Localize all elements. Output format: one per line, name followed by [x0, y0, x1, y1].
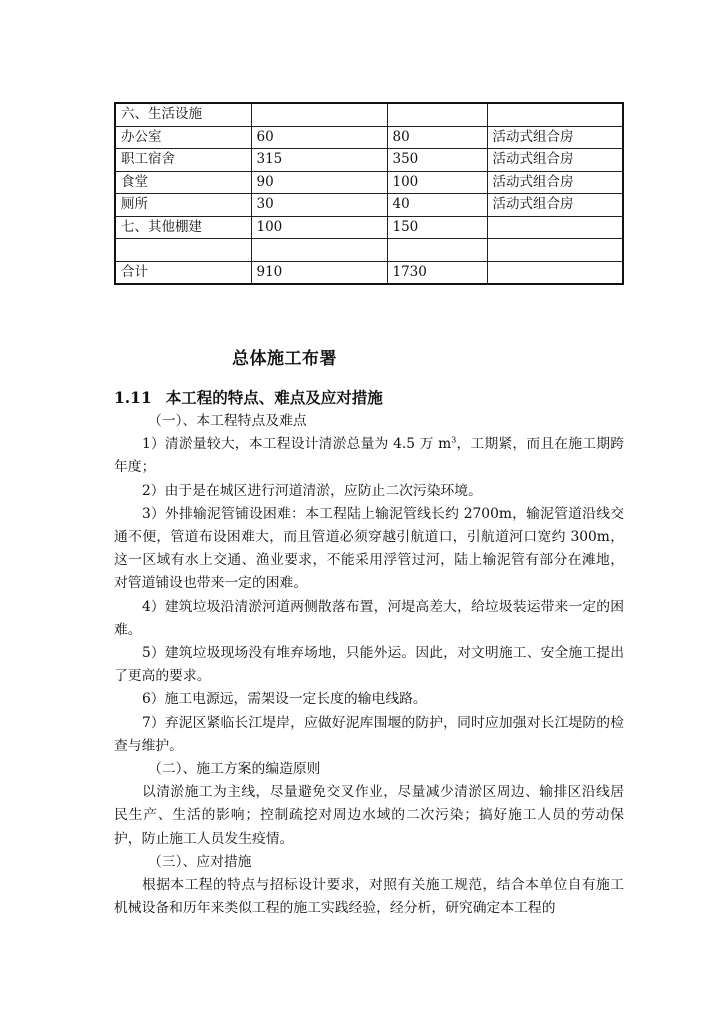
table-cell: 食堂 [115, 171, 251, 194]
body-text [114, 410, 624, 920]
table-cell [115, 239, 251, 262]
table-cell: 100 [251, 216, 387, 239]
section-number: 1.11 [114, 388, 152, 407]
table-cell [487, 216, 623, 239]
table-row [115, 171, 623, 194]
table-cell: 活动式组合房 [487, 149, 623, 172]
paragraph: 2）由于是在城区进行河道清淤，应防止二次污染环境。 [142, 482, 482, 499]
paragraph: 4）建筑垃圾沿清淤河道两侧散落布置，河堤高差大，给垃圾装运带来一定的困难。 [114, 598, 624, 638]
facilities-table [114, 102, 624, 285]
table-cell: 150 [387, 216, 487, 239]
table-cell [251, 239, 387, 262]
paragraph [114, 433, 624, 479]
table-cell: 六、生活设施 [115, 103, 251, 126]
table-cell: 30 [251, 194, 387, 217]
subheading: （三）、应对措施 [148, 853, 252, 870]
table-cell: 100 [387, 171, 487, 194]
paragraph: 5）建筑垃圾现场没有堆弃场地，只能外运。因此，对文明施工、安全施工提出了更高的要求。 [114, 645, 624, 685]
table-cell [487, 239, 623, 262]
paragraph: 以清淤施工为主线，尽量避免交叉作业，尽量减少清淤区周边、输排区沿线居民生产、生活的影响；控制疏挖对周边水域的二次污染；搞好施工人员的劳动保护，防止施工人员发生疫情。 [114, 784, 624, 847]
table-cell: 办公室 [115, 126, 251, 149]
paragraph: 6）施工电源远，需架设一定长度的输电线路。 [142, 691, 427, 708]
table-cell: 活动式组合房 [487, 126, 623, 149]
table-row [115, 261, 623, 284]
paragraph: 3）外排输泥管铺设困难：本工程陆上输泥管线长约 2700m，输泥管道沿线交通不便，管道布设困难大，而且管道必须穿越引航道口，引航道河口宽约 300m，这一区域有水上交通、渔业要求，不能采用浮管过河，陆上输泥管有部分在滩地，对管道铺设也带来一定的困难。 [114, 505, 624, 592]
table-row [115, 194, 623, 217]
table-cell: 60 [251, 126, 387, 149]
table-cell: 80 [387, 126, 487, 149]
paragraph: 根据本工程的特点与招标设计要求，对照有关施工规范，结合本单位自有施工机械设备和历年来类似工程的施工实践经验，经分析，研究确定本工程的 [114, 877, 624, 917]
table-row [115, 126, 623, 149]
table-cell: 40 [387, 194, 487, 217]
subheading: （一）、本工程特点及难点 [148, 413, 307, 429]
table-row [115, 149, 623, 172]
section-title: 本工程的特点、难点及应对措施 [165, 388, 383, 407]
table-cell: 活动式组合房 [487, 171, 623, 194]
subheading: （二）、施工方案的编造原则 [148, 761, 321, 778]
paragraph-text: ，工期紧，而且在施工期跨年度； [114, 436, 625, 476]
table-cell: 315 [251, 149, 387, 172]
table-row [115, 239, 623, 262]
table-cell [387, 239, 487, 262]
table-cell [487, 103, 623, 126]
table-cell [487, 261, 623, 284]
table-cell: 90 [251, 171, 387, 194]
table-cell: 1730 [387, 261, 487, 284]
table-cell: 350 [387, 149, 487, 172]
page-heading: 总体施工布署 [232, 349, 337, 369]
paragraph-text: 1）清淤量较大，本工程设计清淤总量为 4.5 万 m [142, 436, 452, 453]
table-cell: 活动式组合房 [487, 194, 623, 217]
table-cell [251, 103, 387, 126]
table-cell: 合计 [115, 261, 251, 284]
section-heading [114, 386, 383, 408]
paragraph: 7）弃泥区紧临长江堤岸，应做好泥库围堰的防护，同时应加强对长江堤防的检查与维护。 [114, 714, 624, 754]
table-cell: 职工宿舍 [115, 149, 251, 172]
table-row [115, 103, 623, 126]
superscript: 3 [451, 435, 457, 445]
table-row [115, 216, 623, 239]
table-cell: 厕所 [115, 194, 251, 217]
table-cell: 910 [251, 261, 387, 284]
table-cell: 七、其他棚建 [115, 216, 251, 239]
table-cell [387, 103, 487, 126]
